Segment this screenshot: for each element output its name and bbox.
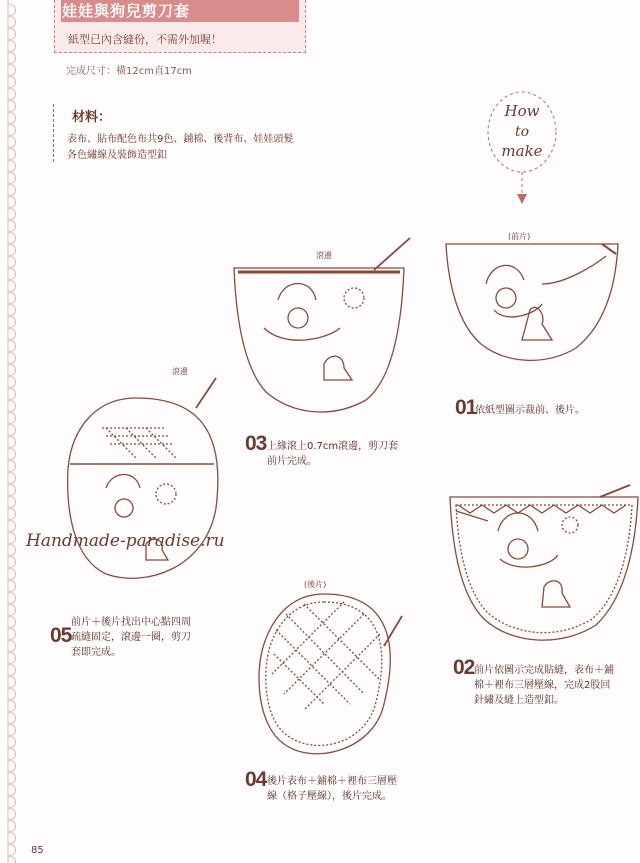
step-text: 前片＋後片找出中心點四周	[71, 617, 191, 628]
step-text: 套即完成。	[71, 647, 121, 658]
step02-front-piece	[450, 485, 638, 640]
page-title: 娃娃與狗兒剪刀套	[62, 2, 191, 20]
howto-line3: make	[501, 142, 543, 160]
finished-size: 完成尺寸：橫12cm直17cm	[66, 66, 192, 77]
step04-back-piece	[259, 594, 402, 754]
back-piece-label: (後片)	[304, 580, 327, 589]
step-text: 疏縫固定，滾邊一圈，剪刀	[71, 632, 191, 643]
materials-line: 各色繡線及裝飾造型釦	[67, 150, 167, 161]
step-number: 03	[245, 432, 267, 455]
howto-line1: How	[504, 102, 540, 120]
materials-title: 材料：	[72, 110, 112, 125]
binding-label: 滾邊	[316, 251, 332, 260]
step01-front-piece	[446, 244, 618, 360]
step-number: 01	[455, 396, 477, 419]
step03-front-piece	[234, 238, 410, 412]
watermark: Handmade-paradise.ru	[26, 531, 225, 551]
front-piece-label: (前片)	[508, 232, 531, 241]
howto-line2: to	[514, 124, 530, 140]
seam-allowance-notice: 紙型已內含縫份，不需外加喔！	[68, 33, 222, 46]
materials-line: 表布、貼布配色布共9色、鋪棉、後背布、娃娃頭髮	[67, 134, 294, 145]
step-text: 依紙型圖示裁前、後片。	[475, 405, 585, 416]
step-text: 針繡及縫上造型釦。	[474, 695, 564, 706]
step-number: 04	[245, 768, 267, 791]
step-text: 上緣滾上0.7cm滾邊，剪刀套	[267, 441, 399, 452]
step-text: 前片完成。	[267, 456, 317, 467]
step-number: 05	[50, 624, 72, 647]
step-text: 後片表布＋鋪棉＋裡布三層壓	[267, 776, 397, 787]
step-number: 02	[453, 656, 475, 679]
step-text: 線（格子壓線），後片完成。	[267, 791, 392, 802]
step-text: 前片依圖示完成貼縫，表布＋鋪	[474, 665, 614, 676]
page-number: 85	[31, 845, 44, 856]
binding-label: 滾邊	[172, 367, 188, 376]
step-text: 棉＋裡布三層壓線，完成2股回	[474, 680, 611, 691]
